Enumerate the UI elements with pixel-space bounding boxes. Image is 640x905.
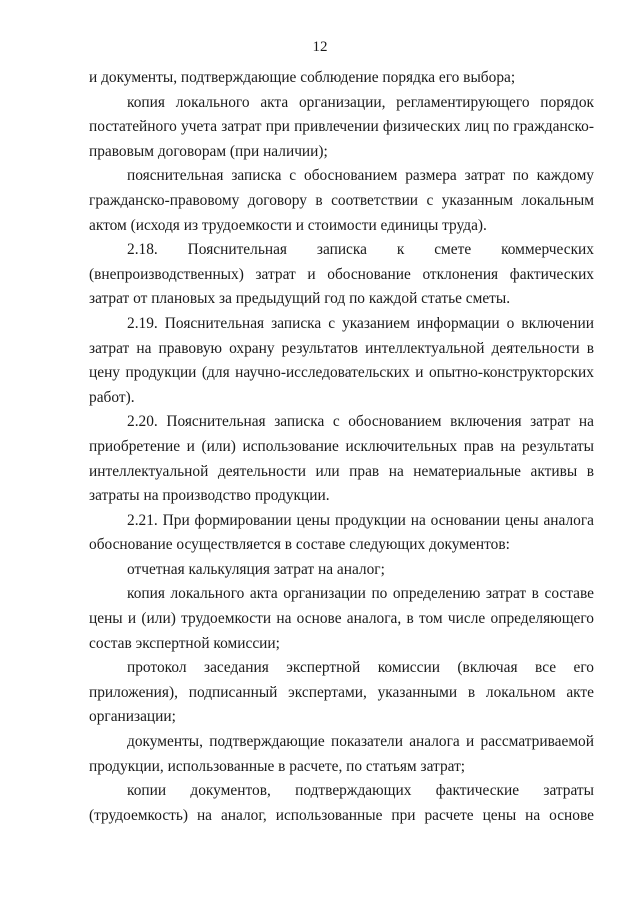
paragraph-analog-cost-calculation: отчетная калькуляция затрат на аналог; [127,560,385,578]
paragraph-2-20: 2.20. Пояснительная записка с обоснованием включения затрат на приобретение и (или) использование исключительных прав на результаты интеллектуальной деятельности или прав на нематериальные активы в затраты на производство продукции. [89,413,594,505]
paragraph-local-act-analog: копия локального акта организации по определению затрат в составе цены и (или) трудоемкости на основе аналога, в том числе определяющего состав экспертной комиссии; [89,585,594,652]
paragraph-2-18: 2.18. Пояснительная записка к смете коммерческих (внепроизводственных) затрат и обоснование отклонения фактических затрат от плановых за предыдущий год по каждой статье сметы. [89,241,594,308]
paragraph-local-act-cost-accounting: копия локального акта организации, регламентирующего порядок постатейного учета затрат при привлечении физических лиц по гражданско-правовым договорам (при наличии); [89,93,594,160]
paragraph-analog-indicator-documents: документы, подтверждающие показатели аналога и рассматриваемой продукции, использованные в расчете, по статьям затрат; [89,733,594,775]
paragraph-explanatory-note-contract-costs: пояснительная записка с обоснованием размера затрат по каждому гражданско-правовому договору в соответствии с указанным локальным актом (исходя из трудоемкости и стоимости единицы труда). [89,167,594,234]
document-body [89,66,594,828]
paragraph-2-21: 2.21. При формировании цены продукции на основании цены аналога обоснование осуществляется в составе следующих документов: [89,511,594,554]
paragraph-documents-selection-order: и документы, подтверждающие соблюдение порядка его выбора; [89,69,516,86]
paragraph-expert-commission-protocol: протокол заседания экспертной комиссии (включая все его приложения), подписанный экспертами, указанными в локальном акте организации; [89,659,594,726]
paragraph-actual-cost-documents: копии документов, подтверждающих фактические затраты (трудоемкость) на аналог, использованные при расчете цены на основе [89,782,594,824]
page-number: 12 [312,39,328,55]
paragraph-2-19: 2.19. Пояснительная записка с указанием информации о включении затрат на правовую охрану результатов интеллектуальной деятельности в цену продукции (для научно-исследовательских и опытно-конструкторских работ). [89,314,594,406]
